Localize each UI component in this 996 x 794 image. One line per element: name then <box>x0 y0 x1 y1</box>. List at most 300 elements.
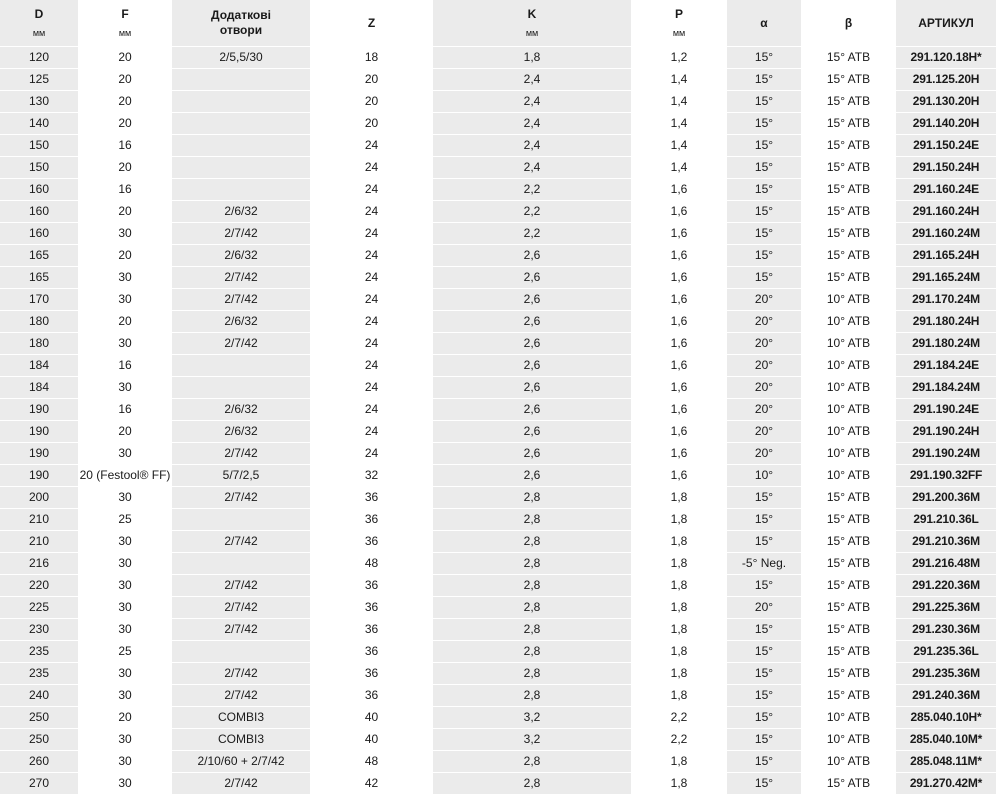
cell-z: 32 <box>310 465 433 487</box>
table-row <box>0 311 996 333</box>
cell-d: 150 <box>0 157 78 179</box>
cell-f: 25 <box>78 641 172 663</box>
cell-p: 2,2 <box>631 707 727 729</box>
cell-z: 24 <box>310 399 433 421</box>
cell-z: 24 <box>310 135 433 157</box>
cell-p: 1,6 <box>631 179 727 201</box>
cell-alpha: 15° <box>727 685 801 707</box>
cell-alpha: 15° <box>727 531 801 553</box>
cell-alpha: 20° <box>727 333 801 355</box>
cell-d: 160 <box>0 201 78 223</box>
cell-article: 291.210.36M <box>896 531 996 553</box>
cell-beta: 15° ATB <box>801 157 896 179</box>
cell-p: 1,8 <box>631 575 727 597</box>
cell-beta: 15° ATB <box>801 487 896 509</box>
cell-alpha: 15° <box>727 135 801 157</box>
cell-k: 2,8 <box>433 663 631 685</box>
cell-k: 2,6 <box>433 267 631 289</box>
cell-article: 291.235.36M <box>896 663 996 685</box>
cell-beta: 15° ATB <box>801 509 896 531</box>
cell-k: 2,6 <box>433 245 631 267</box>
cell-extra-holes: 2/6/32 <box>172 311 310 333</box>
cell-z: 24 <box>310 245 433 267</box>
cell-k: 2,8 <box>433 597 631 619</box>
cell-z: 40 <box>310 707 433 729</box>
cell-z: 36 <box>310 619 433 641</box>
cell-beta: 15° ATB <box>801 663 896 685</box>
cell-d: 184 <box>0 377 78 399</box>
cell-p: 1,6 <box>631 355 727 377</box>
cell-z: 36 <box>310 487 433 509</box>
cell-alpha: 15° <box>727 69 801 91</box>
cell-z: 48 <box>310 751 433 773</box>
cell-alpha: 15° <box>727 729 801 751</box>
cell-k: 2,2 <box>433 223 631 245</box>
cell-f: 20 <box>78 69 172 91</box>
cell-extra-holes <box>172 377 310 399</box>
cell-f: 20 <box>78 47 172 69</box>
cell-d: 235 <box>0 663 78 685</box>
cell-extra-holes: 2/10/60 + 2/7/42 <box>172 751 310 773</box>
cell-k: 2,8 <box>433 487 631 509</box>
cell-k: 2,6 <box>433 421 631 443</box>
cell-alpha: 20° <box>727 355 801 377</box>
cell-alpha: 20° <box>727 421 801 443</box>
cell-k: 2,8 <box>433 575 631 597</box>
cell-article: 291.150.24H <box>896 157 996 179</box>
cell-p: 1,8 <box>631 685 727 707</box>
cell-d: 250 <box>0 729 78 751</box>
cell-beta: 10° ATB <box>801 751 896 773</box>
table-row <box>0 487 996 509</box>
cell-beta: 10° ATB <box>801 311 896 333</box>
cell-k: 2,8 <box>433 553 631 575</box>
cell-alpha: 20° <box>727 377 801 399</box>
cell-alpha: 15° <box>727 47 801 69</box>
cell-alpha: 15° <box>727 223 801 245</box>
cell-f: 16 <box>78 399 172 421</box>
cell-article: 291.200.36M <box>896 487 996 509</box>
table-row <box>0 179 996 201</box>
cell-d: 220 <box>0 575 78 597</box>
cell-f: 16 <box>78 135 172 157</box>
cell-z: 42 <box>310 773 433 794</box>
cell-p: 1,4 <box>631 135 727 157</box>
cell-f: 30 <box>78 597 172 619</box>
cell-f: 30 <box>78 487 172 509</box>
cell-k: 2,4 <box>433 69 631 91</box>
cell-alpha: 15° <box>727 487 801 509</box>
cell-d: 190 <box>0 421 78 443</box>
cell-extra-holes: 2/7/42 <box>172 443 310 465</box>
cell-z: 40 <box>310 729 433 751</box>
cell-extra-holes: 2/7/42 <box>172 685 310 707</box>
table-row <box>0 751 996 773</box>
cell-beta: 10° ATB <box>801 707 896 729</box>
table-row <box>0 421 996 443</box>
cell-k: 2,6 <box>433 355 631 377</box>
cell-z: 24 <box>310 377 433 399</box>
cell-p: 1,8 <box>631 641 727 663</box>
cell-alpha: 15° <box>727 509 801 531</box>
cell-beta: 10° ATB <box>801 729 896 751</box>
cell-z: 36 <box>310 663 433 685</box>
table-row <box>0 641 996 663</box>
cell-f: 30 <box>78 553 172 575</box>
header-extra-holes: Додаткові отвори <box>172 0 310 47</box>
cell-beta: 10° ATB <box>801 377 896 399</box>
cell-alpha: 15° <box>727 245 801 267</box>
cell-beta: 15° ATB <box>801 69 896 91</box>
cell-p: 1,8 <box>631 751 727 773</box>
cell-k: 2,2 <box>433 201 631 223</box>
cell-p: 1,4 <box>631 157 727 179</box>
cell-article: 291.180.24M <box>896 333 996 355</box>
cell-extra-holes: 2/7/42 <box>172 531 310 553</box>
cell-extra-holes: 2/5,5/30 <box>172 47 310 69</box>
cell-article: 291.165.24H <box>896 245 996 267</box>
cell-beta: 10° ATB <box>801 289 896 311</box>
cell-k: 2,4 <box>433 91 631 113</box>
cell-k: 2,6 <box>433 399 631 421</box>
table-row <box>0 399 996 421</box>
cell-extra-holes: 2/7/42 <box>172 333 310 355</box>
cell-beta: 15° ATB <box>801 201 896 223</box>
cell-beta: 10° ATB <box>801 399 896 421</box>
cell-k: 3,2 <box>433 707 631 729</box>
cell-beta: 15° ATB <box>801 223 896 245</box>
table-row <box>0 773 996 794</box>
cell-d: 130 <box>0 91 78 113</box>
cell-d: 180 <box>0 311 78 333</box>
table-row <box>0 267 996 289</box>
header-alpha: α <box>727 0 801 47</box>
cell-extra-holes <box>172 69 310 91</box>
cell-k: 2,6 <box>433 443 631 465</box>
table-row <box>0 729 996 751</box>
cell-f: 20 <box>78 113 172 135</box>
cell-alpha: 20° <box>727 399 801 421</box>
cell-f: 20 <box>78 157 172 179</box>
cell-k: 2,8 <box>433 773 631 794</box>
cell-p: 1,6 <box>631 465 727 487</box>
cell-f: 25 <box>78 509 172 531</box>
cell-alpha: 20° <box>727 597 801 619</box>
cell-beta: 15° ATB <box>801 773 896 794</box>
cell-extra-holes <box>172 179 310 201</box>
cell-beta: 10° ATB <box>801 443 896 465</box>
table-row <box>0 245 996 267</box>
cell-f: 20 <box>78 245 172 267</box>
cell-f: 30 <box>78 773 172 794</box>
header-d: D мм <box>0 0 78 47</box>
cell-f: 30 <box>78 333 172 355</box>
cell-k: 2,8 <box>433 619 631 641</box>
cell-article: 291.190.24E <box>896 399 996 421</box>
table-row <box>0 443 996 465</box>
cell-d: 230 <box>0 619 78 641</box>
cell-article: 291.160.24M <box>896 223 996 245</box>
cell-beta: 15° ATB <box>801 641 896 663</box>
cell-alpha: 10° <box>727 465 801 487</box>
cell-k: 2,2 <box>433 179 631 201</box>
table-row <box>0 377 996 399</box>
cell-f: 30 <box>78 443 172 465</box>
cell-extra-holes: 2/6/32 <box>172 399 310 421</box>
table-row <box>0 289 996 311</box>
cell-z: 24 <box>310 355 433 377</box>
table-row <box>0 531 996 553</box>
cell-article: 291.130.20H <box>896 91 996 113</box>
cell-beta: 15° ATB <box>801 135 896 157</box>
cell-extra-holes <box>172 135 310 157</box>
cell-k: 2,8 <box>433 641 631 663</box>
cell-article: 291.150.24E <box>896 135 996 157</box>
cell-z: 24 <box>310 201 433 223</box>
cell-p: 1,6 <box>631 267 727 289</box>
cell-d: 190 <box>0 399 78 421</box>
table-row <box>0 201 996 223</box>
cell-beta: 10° ATB <box>801 333 896 355</box>
header-k: K мм <box>433 0 631 47</box>
cell-d: 240 <box>0 685 78 707</box>
cell-extra-holes <box>172 553 310 575</box>
cell-alpha: 15° <box>727 575 801 597</box>
cell-extra-holes: 2/7/42 <box>172 597 310 619</box>
cell-article: 291.190.32FF <box>896 465 996 487</box>
table-row <box>0 135 996 157</box>
cell-k: 2,4 <box>433 113 631 135</box>
cell-f: 20 <box>78 201 172 223</box>
cell-beta: 10° ATB <box>801 421 896 443</box>
cell-f: 16 <box>78 179 172 201</box>
cell-f: 30 <box>78 575 172 597</box>
cell-f: 30 <box>78 223 172 245</box>
cell-z: 20 <box>310 91 433 113</box>
cell-extra-holes: COMBI3 <box>172 729 310 751</box>
cell-p: 1,8 <box>631 487 727 509</box>
cell-beta: 15° ATB <box>801 553 896 575</box>
header-z: Z <box>310 0 433 47</box>
cell-extra-holes: 2/7/42 <box>172 289 310 311</box>
cell-z: 20 <box>310 69 433 91</box>
cell-extra-holes: 2/6/32 <box>172 201 310 223</box>
cell-beta: 15° ATB <box>801 267 896 289</box>
table-row <box>0 619 996 641</box>
cell-p: 1,8 <box>631 773 727 794</box>
cell-z: 36 <box>310 509 433 531</box>
cell-p: 1,4 <box>631 113 727 135</box>
cell-d: 250 <box>0 707 78 729</box>
cell-p: 1,6 <box>631 289 727 311</box>
cell-alpha: 15° <box>727 113 801 135</box>
table-row <box>0 575 996 597</box>
cell-p: 1,8 <box>631 619 727 641</box>
cell-article: 291.170.24M <box>896 289 996 311</box>
cell-k: 2,6 <box>433 289 631 311</box>
cell-alpha: 15° <box>727 157 801 179</box>
cell-article: 291.270.42M* <box>896 773 996 794</box>
cell-alpha: -5° Neg. <box>727 553 801 575</box>
cell-d: 190 <box>0 465 78 487</box>
cell-d: 170 <box>0 289 78 311</box>
cell-d: 120 <box>0 47 78 69</box>
cell-p: 1,2 <box>631 47 727 69</box>
cell-extra-holes <box>172 641 310 663</box>
cell-f: 30 <box>78 751 172 773</box>
table-row <box>0 47 996 69</box>
cell-extra-holes <box>172 157 310 179</box>
cell-alpha: 15° <box>727 91 801 113</box>
cell-k: 3,2 <box>433 729 631 751</box>
cell-article: 291.190.24H <box>896 421 996 443</box>
table-row <box>0 707 996 729</box>
cell-z: 24 <box>310 333 433 355</box>
cell-article: 291.184.24M <box>896 377 996 399</box>
cell-z: 36 <box>310 531 433 553</box>
cell-beta: 15° ATB <box>801 179 896 201</box>
cell-p: 1,6 <box>631 377 727 399</box>
cell-alpha: 15° <box>727 773 801 794</box>
cell-beta: 15° ATB <box>801 245 896 267</box>
cell-beta: 10° ATB <box>801 465 896 487</box>
cell-extra-holes: 2/7/42 <box>172 619 310 641</box>
cell-p: 1,4 <box>631 91 727 113</box>
cell-d: 165 <box>0 245 78 267</box>
cell-article: 291.160.24E <box>896 179 996 201</box>
cell-beta: 15° ATB <box>801 113 896 135</box>
table-header-row <box>0 0 996 47</box>
cell-p: 1,6 <box>631 333 727 355</box>
cell-article: 291.225.36M <box>896 597 996 619</box>
cell-f: 16 <box>78 355 172 377</box>
cell-article: 285.040.10H* <box>896 707 996 729</box>
cell-k: 2,4 <box>433 135 631 157</box>
cell-f: 20 <box>78 707 172 729</box>
cell-extra-holes: 2/7/42 <box>172 267 310 289</box>
cell-article: 285.048.11M* <box>896 751 996 773</box>
cell-extra-holes: 2/7/42 <box>172 487 310 509</box>
table-row <box>0 91 996 113</box>
cell-z: 24 <box>310 267 433 289</box>
cell-p: 1,8 <box>631 531 727 553</box>
cell-d: 210 <box>0 509 78 531</box>
cell-z: 24 <box>310 421 433 443</box>
cell-extra-holes: 2/7/42 <box>172 773 310 794</box>
cell-f: 20 (Festool® FF) <box>78 465 172 487</box>
cell-alpha: 15° <box>727 751 801 773</box>
cell-article: 291.190.24M <box>896 443 996 465</box>
cell-k: 2,8 <box>433 751 631 773</box>
cell-beta: 15° ATB <box>801 531 896 553</box>
cell-article: 291.140.20H <box>896 113 996 135</box>
cell-d: 225 <box>0 597 78 619</box>
cell-beta: 15° ATB <box>801 619 896 641</box>
cell-d: 184 <box>0 355 78 377</box>
cell-p: 1,6 <box>631 443 727 465</box>
cell-d: 125 <box>0 69 78 91</box>
cell-f: 30 <box>78 729 172 751</box>
table-row <box>0 685 996 707</box>
cell-f: 20 <box>78 91 172 113</box>
cell-beta: 10° ATB <box>801 355 896 377</box>
cell-k: 2,6 <box>433 333 631 355</box>
cell-article: 291.120.18H* <box>896 47 996 69</box>
cell-alpha: 15° <box>727 267 801 289</box>
cell-f: 30 <box>78 289 172 311</box>
cell-k: 2,6 <box>433 465 631 487</box>
cell-k: 2,8 <box>433 531 631 553</box>
cell-f: 30 <box>78 267 172 289</box>
table-row <box>0 553 996 575</box>
cell-p: 1,6 <box>631 421 727 443</box>
header-f: F мм <box>78 0 172 47</box>
cell-z: 24 <box>310 311 433 333</box>
cell-article: 291.160.24H <box>896 201 996 223</box>
cell-z: 18 <box>310 47 433 69</box>
cell-article: 291.125.20H <box>896 69 996 91</box>
cell-article: 291.210.36L <box>896 509 996 531</box>
table-row <box>0 355 996 377</box>
cell-article: 291.230.36M <box>896 619 996 641</box>
cell-alpha: 15° <box>727 641 801 663</box>
cell-k: 2,6 <box>433 377 631 399</box>
cell-z: 36 <box>310 597 433 619</box>
cell-f: 30 <box>78 685 172 707</box>
table-body <box>0 47 996 794</box>
cell-p: 1,4 <box>631 69 727 91</box>
cell-article: 291.220.36M <box>896 575 996 597</box>
cell-p: 1,6 <box>631 399 727 421</box>
cell-extra-holes <box>172 509 310 531</box>
cell-extra-holes: 2/7/42 <box>172 575 310 597</box>
cell-z: 36 <box>310 575 433 597</box>
header-p: P мм <box>631 0 727 47</box>
table-row <box>0 157 996 179</box>
cell-alpha: 15° <box>727 201 801 223</box>
cell-d: 140 <box>0 113 78 135</box>
table-row <box>0 113 996 135</box>
cell-article: 291.216.48M <box>896 553 996 575</box>
table-row <box>0 597 996 619</box>
cell-extra-holes: 5/7/2,5 <box>172 465 310 487</box>
header-article: АРТИКУЛ <box>896 0 996 47</box>
table-row <box>0 223 996 245</box>
table-row <box>0 465 996 487</box>
cell-k: 2,6 <box>433 311 631 333</box>
cell-extra-holes: COMBI3 <box>172 707 310 729</box>
cell-d: 216 <box>0 553 78 575</box>
cell-d: 160 <box>0 179 78 201</box>
cell-p: 1,8 <box>631 597 727 619</box>
cell-d: 180 <box>0 333 78 355</box>
cell-alpha: 15° <box>727 707 801 729</box>
cell-d: 210 <box>0 531 78 553</box>
cell-alpha: 15° <box>727 179 801 201</box>
cell-z: 24 <box>310 443 433 465</box>
cell-article: 291.180.24H <box>896 311 996 333</box>
cell-extra-holes: 2/7/42 <box>172 663 310 685</box>
cell-p: 1,8 <box>631 553 727 575</box>
cell-d: 160 <box>0 223 78 245</box>
cell-f: 20 <box>78 421 172 443</box>
cell-z: 24 <box>310 157 433 179</box>
cell-extra-holes <box>172 355 310 377</box>
cell-f: 30 <box>78 531 172 553</box>
cell-p: 1,6 <box>631 201 727 223</box>
cell-p: 2,2 <box>631 729 727 751</box>
cell-d: 200 <box>0 487 78 509</box>
